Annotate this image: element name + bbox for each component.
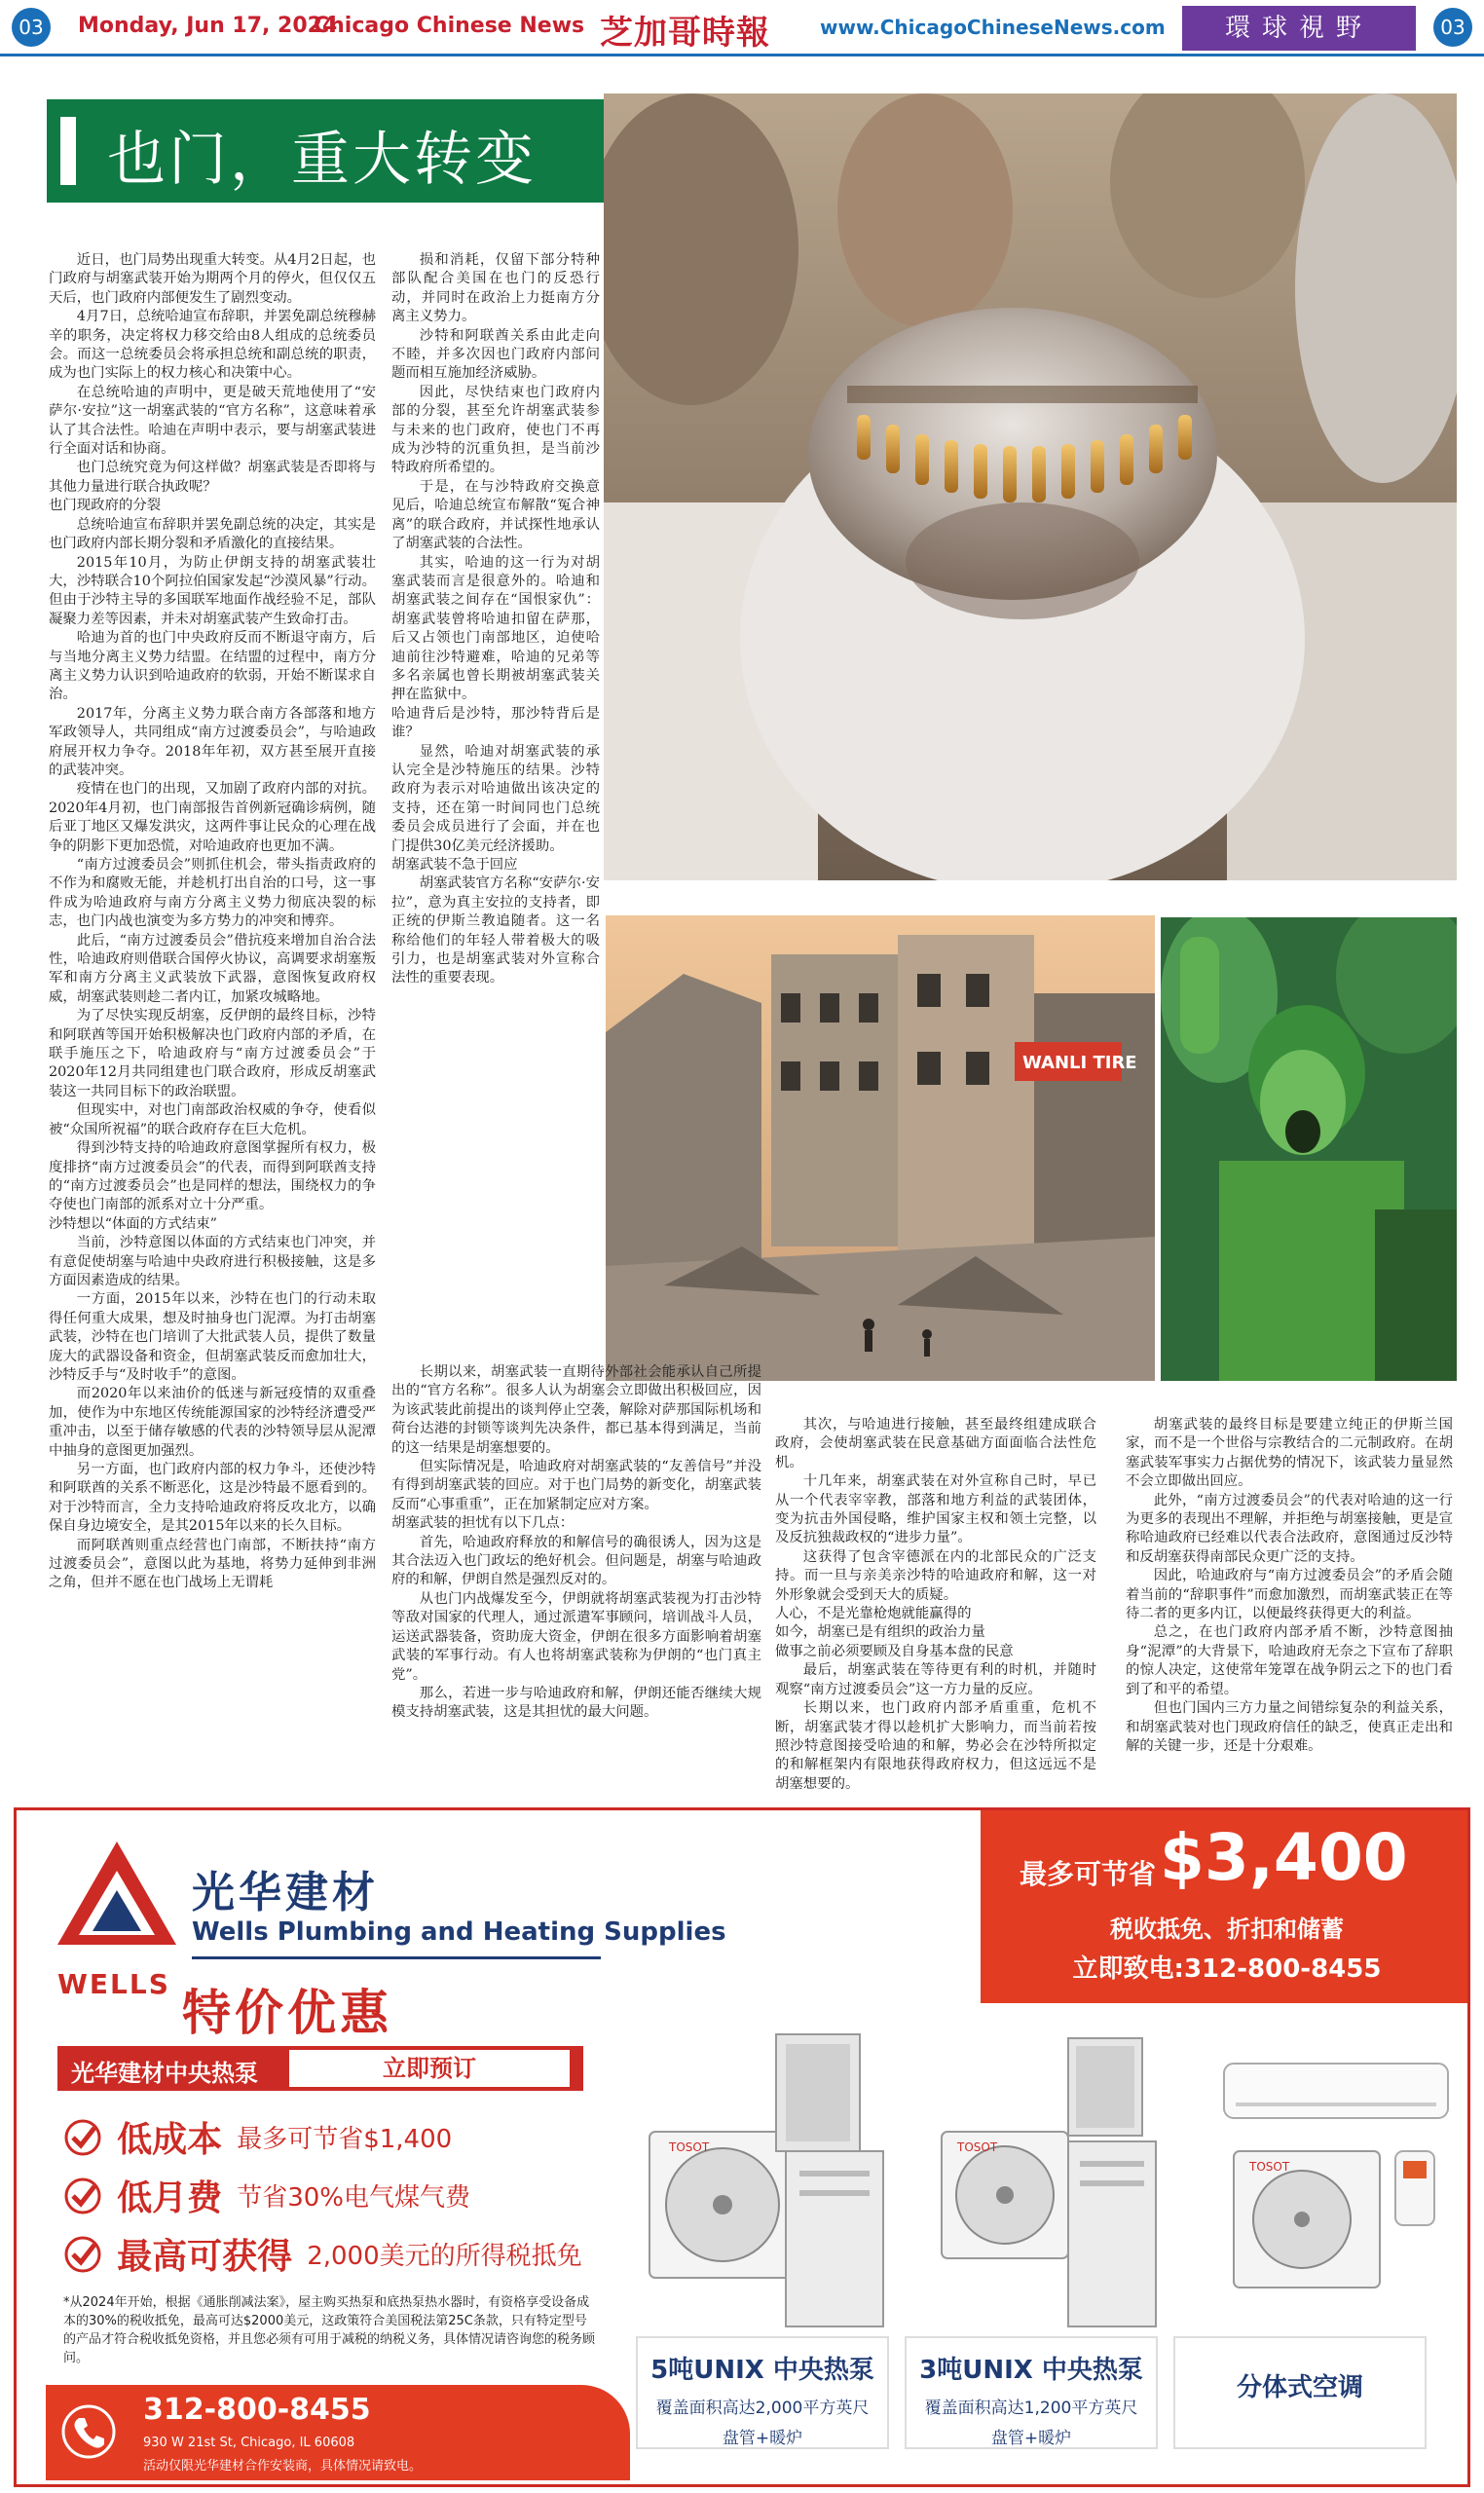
article-subhead: 也门现政府的分裂 (49, 498, 162, 514)
article-paragraph: 一方面，2015年以来，沙特在也门的行动未取得任何重大成果，想及时抽身也门泥潭。为打击胡塞武装，沙特在也门培训了大批武装人员，提供了数量庞大的武器设备和资金，但胡塞武装反而愈加壮大，沙特反手与“及时收手”的意图。 (49, 1291, 376, 1383)
article-column-3 (775, 1416, 1096, 1804)
product-banner (57, 2046, 583, 2091)
wells-logo-text: WELLS (57, 1968, 170, 2000)
banner-product: 光华建材中央热泵 (71, 2060, 258, 2087)
article-paragraph: “南方过渡委员会”则抓住机会，带头指责政府的不作为和腐败无能，并趁机打出自治的口号，这一事件成为哈迪政府与南方分离主义势力彻底决裂的标志，也门内战也演变为多方势力的冲突和博弈。 (49, 857, 376, 930)
article-paragraph: 显然，哈迪对胡塞武装的承认完全是沙特施压的结果。沙特政府为表示对哈迪做出该决定的支持，还在第一时间同也门总统委员会成员进行了会面，并在也门提供30亿美元经济援助。 (391, 743, 600, 854)
contact-phone[interactable]: 312-800-8455 (143, 2393, 371, 2427)
article-paragraph: 这获得了包含宰德派在内的北部民众的广泛支持。而一旦与亲美亲沙特的哈迪政府和解，这一对外形象就会受到天大的质疑。 (775, 1548, 1096, 1603)
article-paragraph: 而阿联酋则重点经营也门南部，不断扶持“南方过渡委员会”，意图以此为基地，将势力延伸到非洲之角，但并不愿在也门战场上无谓耗 (49, 1537, 376, 1591)
article-paragraph: 总统哈迪宣布辞职并罢免副总统的决定，其实是也门政府内部长期分裂和矛盾激化的直接结果。 (49, 516, 376, 552)
advertisement[interactable] (14, 1807, 1470, 2487)
feature-tax-credit (63, 2229, 582, 2279)
paper-name-cn: 芝加哥時報 (600, 14, 770, 53)
article-paragraph: 此外，“南方过渡委员会”的代表对哈迪的这一行为更多的表现出不理解，并拒绝与胡塞接触，更是宣称哈迪政府已经难以代表合法政府，意图通过反沙特和反胡塞获得南部民众更广泛的支持。 (1126, 1492, 1453, 1565)
article-paragraph: 得到沙特支持的哈迪政府意图掌握所有权力，极度排挤“南方过渡委员会”的代表，而得到阿联酋支持的“南方过渡委员会”也是同样的想法，围绕权力的争夺使也门南部的派系对立十分严重。 (49, 1140, 376, 1213)
feature-low-cost (63, 2112, 452, 2162)
article-title-box (47, 99, 608, 203)
article-paragraph: 疫情在也门的出现，又加剧了政府内部的对抗。2020年4月初，也门南部报告首例新冠确诊病例，随后亚丁地区又爆发洪灾，这两件事让民众的心理在战争的阴影下更加恐慌，对哈迪政府也更加不满。 (49, 781, 376, 854)
activity-note: 活动仅限光华建材合作安装商，具体情况请致电。 (143, 2459, 423, 2474)
article-subhead: 胡塞武装的担忧有以下几点： (391, 1515, 575, 1532)
article-paragraph: 哈迪为首的也门中央政府反而不断退守南方，后与当地分离主义势力结盟。在结盟的过程中，南方分离主义势力认识到哈迪政府的软弱，开始不断谋求自治。 (49, 630, 376, 703)
war-ruins-street-photo (606, 915, 1155, 1381)
product-extra: 盘管+暖炉 (990, 2429, 1072, 2448)
paper-name-en: Chicago Chinese News (314, 14, 585, 38)
promo-call[interactable]: 立即致电:312-800-8455 (1072, 1954, 1382, 1984)
check-circle-icon (63, 2177, 102, 2215)
article-column-1 (49, 251, 376, 1804)
article-column-2b (391, 1363, 761, 1804)
product-extra: 盘管+暖炉 (722, 2429, 803, 2448)
feature-title: 低成本 (117, 2120, 223, 2160)
article-title: 也门，重大转变 (107, 126, 537, 194)
article-subhead: 人心，不是光靠枪炮就能赢得的 (775, 1606, 972, 1622)
brand-divider (192, 1956, 601, 1959)
article-paragraph: 2017年，分离主义势力联合南方各部落和地方军政领导人，共同组成“南方过渡委员会”，与哈迪政府展开权力争夺。2018年年初，双方甚至展开直接的武装冲突。 (49, 705, 376, 778)
product-card-split-ac[interactable] (1173, 2336, 1427, 2449)
brand-name-cn: 光华建材 (192, 1868, 379, 1917)
product-card-5ton[interactable] (636, 2336, 889, 2449)
unit-brand: TOSOT (669, 2140, 710, 2154)
promo-amount: $3,400 (1160, 1820, 1408, 1895)
article-paragraph: 胡塞武装官方名称“安萨尔·安拉”，意为真主安拉的支持者，即正统的伊斯兰教追随者。这一名称给他们的年轻人带着极大的吸引力，也是胡塞武装对外宣称合法性的重要表现。 (391, 875, 600, 986)
feature-title: 低月费 (117, 2178, 223, 2218)
man-with-bullet-crown-photo (604, 93, 1457, 880)
section-badge: 環球視野 (1182, 6, 1416, 51)
article-paragraph: 近日，也门局势出现重大转变。从4月2日起，也门政府与胡塞武装开始为期两个月的停火，但仅仅五天后，也门政府内部便发生了剧烈变动。 (49, 252, 376, 306)
brand-name-en: Wells Plumbing and Heating Supplies (192, 1917, 726, 1947)
article-paragraph: 4月7日，总统哈迪宣布辞职，并罢免副总统穆赫辛的职务，决定将权力移交给由8人组成的总统委员会。而这一总统委员会将承担总统和副总统的职责，成为也门实际上的权力核心和决策中心。 (49, 309, 376, 382)
feature-low-monthly (63, 2171, 470, 2220)
ruins-photo (606, 915, 1155, 1381)
wells-logo-icon (54, 1838, 180, 1964)
article-paragraph: 长期以来，也门政府内部矛盾重重，危机不断，胡塞武装才得以趁机扩大影响力，而当前若按照沙特意图接受哈迪的和解，势必会在沙特所拟定的和解框架内有限地获得政府权力，但这远远不是胡塞想要的。 (775, 1700, 1096, 1792)
feature-title: 最高可获得 (117, 2237, 293, 2277)
crowd-photo (1161, 917, 1457, 1381)
check-circle-icon (63, 2118, 102, 2157)
feature-desc: 最多可节省$1,400 (237, 2125, 453, 2154)
feature-desc: 2,000美元的所得税抵免 (307, 2242, 582, 2271)
main-photo (604, 93, 1457, 880)
article-paragraph: 十几年来，胡塞武装在对外宣称自己时，早已从一个代表宰宰教，部落和地方利益的武装团体，变为抗击外国侵略，维护国家主权和领土完整，以及反抗独裁政权的“进步力量”。 (775, 1473, 1096, 1546)
promo-panel (981, 1810, 1470, 2003)
page-number-right: 03 (1433, 8, 1472, 47)
unit-brand: TOSOT (1249, 2160, 1290, 2174)
article-paragraph: 那么，若进一步与哈迪政府和解，伊朗还能否继续大规模支持胡塞武装，这是其担忧的最大问题。 (391, 1685, 761, 1721)
article-paragraph: 此后，“南方过渡委员会”借抗疫来增加自治合法性，哈迪政府则借联合国停火协议，高调要求胡塞叛军和南方分离主义武装放下武器，意图恢复政府权威，胡塞武装则趁二者内讧，加紧攻城略地。 (49, 932, 376, 1005)
product-title: 3吨UNIX 中央热泵 (919, 2356, 1143, 2385)
article-paragraph: 长期以来，胡塞武装一直期待外部社会能承认自己所提出的“官方名称”。很多人认为胡塞会立即做出积极回应，因为该武装此前提出的谈判停止空袭，解除对萨那国际机场和荷台达港的封锁等谈判先决条件，都已基本得到满足，当前的这一结果是胡塞想要的。 (391, 1364, 761, 1456)
promo-subtitle: 税收抵免、折扣和储蓄 (1110, 1916, 1344, 1943)
article-paragraph: 但实际情况是，哈迪政府对胡塞武装的“友善信号”并没有得到胡塞武装的回应。对于也门局势的新变化，胡塞武装反而“心事重重”，正在加紧制定应对方案。 (391, 1459, 761, 1512)
product-desc: 覆盖面积高达1,200平方英尺 (924, 2399, 1138, 2418)
article-paragraph: 但现实中，对也门南部政治权威的争夺，使看似被“众国所祝福”的联合政府存在巨大危机。 (49, 1102, 376, 1137)
article-paragraph: 胡塞武装的最终目标是要建立纯正的伊斯兰国家，而不是一个世俗与宗教结合的二元制政府。在胡塞武装军事实力占据优势的情况下，该武装力量显然不会立即做出回应。 (1126, 1417, 1453, 1490)
ruins-sign-text: WANLI TIRE (1022, 1053, 1137, 1073)
contact-panel[interactable] (46, 2385, 630, 2480)
article-subhead: 做事之前必须要顾及自身基本盘的民意 (775, 1643, 1014, 1659)
article-column-2 (391, 251, 600, 1363)
article-paragraph: 最后，胡塞武装在等待更有利的时机，并随时观察“南方过渡委员会”这一方力量的反应。 (775, 1662, 1096, 1697)
promo-label: 最多可节省 (1020, 1858, 1157, 1890)
phone-icon (61, 2404, 116, 2459)
article-paragraph: 而2020年以来油价的低迷与新冠疫情的双重叠加，使作为中东地区传统能源国家的沙特经济遭受严重冲击，以至于储存敏感的代表的沙特领导层从泥潭中抽身的意图更加强烈。 (49, 1386, 376, 1459)
shouting-protester-photo (1161, 917, 1457, 1381)
article-paragraph: 在总统哈迪的声明中，更是破天荒地使用了“安萨尔·安拉”这一胡塞武装的“官方名称”，这意味着承认了其合法性。哈迪在声明中表示，要与胡塞武装进行全面对话和协商。 (49, 384, 376, 458)
title-bar-decoration (60, 117, 76, 185)
contact-address: 930 W 21st St, Chicago, IL 60608 (143, 2436, 355, 2450)
product-title: 5吨UNIX 中央热泵 (650, 2356, 874, 2385)
article-paragraph: 首先，哈迪政府释放的和解信号的确很诱人，因为这是其合法迈入也门政坛的绝好机会。但问题是，胡塞与哈迪政府的和解，伊朗自然是强烈反对的。 (391, 1534, 761, 1588)
article-paragraph: 沙特和阿联酋关系由此走向不睦，并多次因也门政府内部问题而相互施加经济威胁。 (391, 327, 600, 382)
article-paragraph: 其次，与哈迪进行接触，甚至最终组建成联合政府，会使胡塞武装在民意基础方面面临合法性危机。 (775, 1417, 1096, 1470)
article-paragraph: 为了尽快实现反胡塞，反伊朗的最终目标，沙特和阿联酋等国开始积极解决也门政府内部的矛盾，在联手施压之下，哈迪政府与“南方过渡委员会”于2020年12月共同组建也门联合政府，形成反胡塞武装这一共同目标下的政治联盟。 (49, 1008, 376, 1099)
article-paragraph: 因此，哈迪政府与“南方过渡委员会”的矛盾会随着当前的“辞职事件”而愈加激烈，而胡塞武装正在等待二者的更多内讧，以便最终获得更大的利益。 (1126, 1568, 1453, 1622)
article-paragraph: 总之，在也门政府内部矛盾不断，沙特意图抽身“泥潭”的大背景下，哈迪政府无奈之下宣布了辞职的惊人决定，这使常年笼罩在战争阴云之下的也门看到了和平的希望。 (1126, 1624, 1453, 1697)
article-paragraph: 其实，哈迪的这一行为对胡塞武装而言是很意外的。哈迪和胡塞武装之间存在“国恨家仇”：胡塞武装曾将哈迪扣留在萨那，后又占领也门南部地区，迫使哈迪前往沙特避难，哈迪的兄弟等多名亲属也曾长期被胡塞武装关押在监狱中。 (391, 554, 600, 703)
product-desc: 覆盖面积高达2,000平方英尺 (655, 2399, 870, 2418)
article-paragraph: 损和消耗，仅留下部分特种部队配合美国在也门的反恐行动，并同时在政治上力挺南方分离主义势力。 (391, 252, 600, 325)
article-paragraph: 但也门国内三方力量之间错综复杂的利益关系，和胡塞武装对也门现政府信任的缺乏，使真正走出和解的关键一步，还是十分艰难。 (1126, 1700, 1453, 1754)
article-paragraph: 于是，在与沙特政府交换意见后，哈迪总统宣布解散“冤合神离”的联合政府，并试探性地承认了胡塞武装的合法性。 (391, 478, 600, 552)
feature-desc: 节省30%电气煤气费 (237, 2183, 470, 2213)
article-column-4 (1126, 1416, 1453, 1804)
article-subhead: 胡塞武装不急于回应 (391, 857, 518, 873)
check-circle-icon (63, 2235, 102, 2274)
article-paragraph: 因此，尽快结束也门政府内部的分裂，甚至允许胡塞武装参与未来的也门政府，使也门不再成为沙特的沉重负担，是当前沙特政府所希望的。 (391, 384, 600, 476)
article-subhead: 哈迪背后是沙特，那沙特背后是谁？ (391, 705, 600, 741)
book-now-button[interactable]: 立即预订 (289, 2050, 570, 2087)
article-subhead: 如今，胡塞已是有组织的政治力量 (775, 1624, 985, 1641)
issue-date: Monday, Jun 17, 2024 (78, 14, 338, 38)
page-header (0, 0, 1484, 56)
paper-url[interactable]: www.ChicagoChineseNews.com (820, 16, 1166, 39)
unit-brand: TOSOT (957, 2140, 998, 2154)
special-offer-heading: 特价优惠 (182, 1985, 392, 2041)
article-paragraph: 也门总统究竟为何这样做？胡塞武装是否即将与其他力量进行联合执政呢？ (49, 460, 376, 495)
article-paragraph: 当前，沙特意图以体面的方式结束也门冲突，并有意促使胡塞与哈迪中央政府进行积极接触，这是多方面因素造成的结果。 (49, 1235, 376, 1288)
article-paragraph: 另一方面，也门政府内部的权力争斗，还使沙特和阿联酋的关系不断恶化，这是沙特最不愿看到的。对于沙特而言，全力支持哈迪政府将反攻北方，以确保自身边境安全，是其2015年以来的长久目标。 (49, 1462, 376, 1535)
tax-credit-note: *从2024年开始，根据《通胀削减法案》，屋主购买热泵和底热泵热水器时，有资格享受设备成本的30%的税收抵免，最高可达$2000美元，这政策符合美国税法第25C条款，只有特定型号的产品才符合税收抵免资格，并且您必须有可用于减税的纳税义务，具体情况请咨询您的税务顾问。 (63, 2295, 596, 2365)
article-paragraph: 从也门内战爆发至今，伊朗就将胡塞武装视为打击沙特等敌对国家的代理人，通过派遣军事顾问，培训战斗人员，运送武器装备，资助庞大资金，伊朗在很多方面影响着胡塞武装的军事行动。有人也将胡塞武装称为伊朗的“也门真主党”。 (391, 1590, 761, 1683)
product-card-3ton[interactable] (905, 2336, 1158, 2449)
page-number-left: 03 (12, 8, 51, 47)
product-title: 分体式空调 (1236, 2373, 1363, 2402)
heat-pump-products-image (640, 2005, 1458, 2356)
article-paragraph: 2015年10月，为防止伊朗支持的胡塞武装壮大，沙特联合10个阿拉伯国家发起“沙漠风暴”行动。但由于沙特主导的多国联军地面作战经验不足，部队凝聚力差等因素，并未对胡塞武装产生致命打击。 (49, 554, 376, 627)
article-subhead: 沙特想以“体面的方式结束” (49, 1215, 218, 1232)
